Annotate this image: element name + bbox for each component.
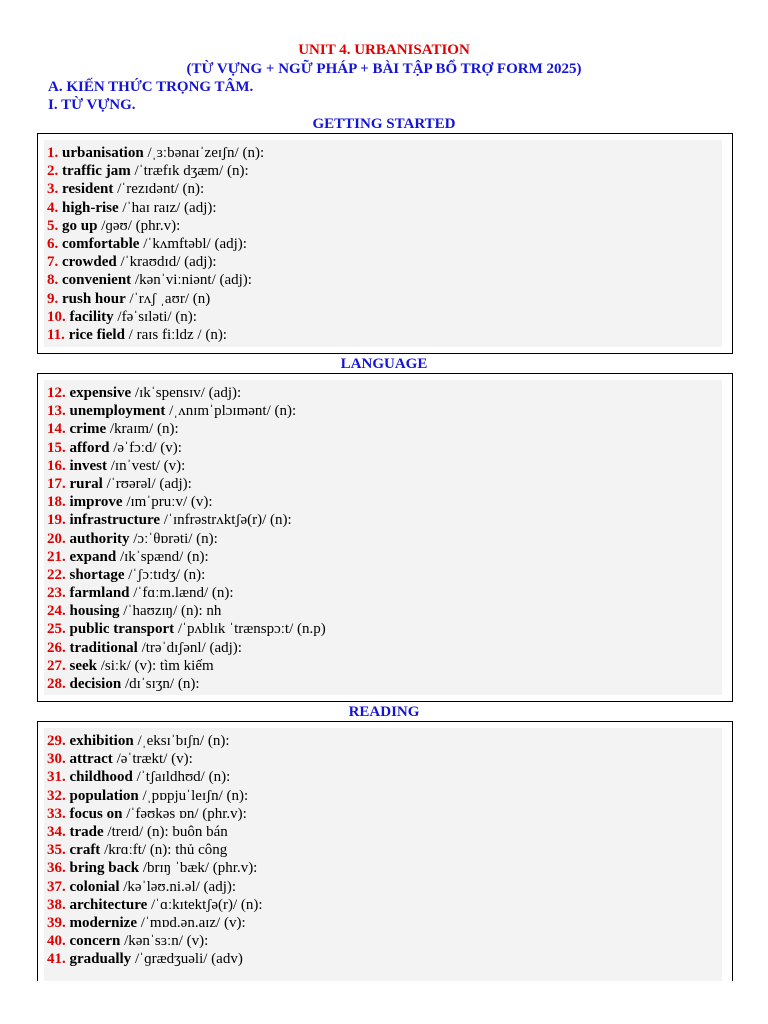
vocab-item-detail: /ˈkʌmftəbl/ (adj): (139, 235, 247, 252)
vocab-item-detail: /ɪnˈvest/ (v): (107, 457, 186, 474)
vocab-item-detail: /kəˈləʊ.ni.əl/ (adj): (119, 878, 237, 895)
vocab-item-number: 39. (47, 914, 66, 931)
vocab-item-detail: /ˈɑːkɪtektʃə(r)/ (n): (147, 896, 263, 913)
vocab-item (47, 235, 264, 253)
vocab-item-word: rural (69, 475, 103, 492)
vocab-item-number: 27. (47, 657, 66, 674)
document-subtitle: (TỪ VỰNG + NGỮ PHÁP + BÀI TẬP BỔ TRỢ FORM 2025) (186, 61, 582, 77)
vocab-item (47, 199, 264, 217)
vocab-item-detail: /ˈhaɪ raɪz/ (adj): (118, 199, 217, 216)
vocab-item-word: afford (69, 439, 110, 456)
vocab-list-getting-started (47, 144, 264, 344)
vocab-item-word: traditional (69, 639, 138, 656)
vocab-item-word: craft (69, 842, 101, 859)
vocab-item-word: unemployment (69, 403, 166, 420)
vocab-item-number: 38. (47, 896, 66, 913)
vocab-item-word: comfortable (62, 235, 140, 252)
vocab-item-word: go up (62, 217, 98, 234)
vocab-item (47, 950, 263, 968)
vocab-item (47, 530, 326, 548)
vocab-item-word: rush hour (62, 290, 126, 307)
vocab-item-detail: /ˈmɒd.ən.aɪz/ (v): (136, 914, 246, 931)
vocab-item-number: 29. (47, 733, 66, 749)
vocab-item-word: public transport (69, 621, 175, 638)
vocab-item-detail: /treɪd/ (n): buôn bán (103, 823, 228, 840)
vocab-item-detail: /ˈɪnfrəstrʌktʃə(r)/ (n): (160, 512, 292, 529)
vocab-item-detail: /dɪˈsɪʒn/ (n): (121, 676, 200, 692)
vocab-item (47, 878, 263, 896)
vocab-item-word: population (69, 787, 139, 804)
vocab-item-number: 1. (47, 145, 59, 161)
vocab-item (47, 768, 263, 786)
vocab-item-detail: /kənˈsɜːn/ (v): (120, 933, 209, 950)
vocab-item-number: 7. (47, 254, 59, 271)
vocab-item-number: 36. (47, 860, 66, 877)
vocab-item (47, 657, 326, 675)
vocab-item (47, 566, 326, 584)
vocab-item (47, 750, 263, 768)
vocab-item-detail: /ˈrʊərəl/ (adj): (102, 475, 192, 492)
vocab-item-number: 8. (47, 272, 59, 289)
vocab-item-number: 33. (47, 805, 66, 822)
vocab-item-number: 2. (47, 163, 59, 180)
vocab-item (47, 932, 263, 950)
vocab-item (47, 639, 326, 657)
vocab-item-detail: /fəˈsɪləti/ (n): (113, 308, 197, 325)
vocab-item-number: 9. (47, 290, 59, 307)
vocab-item (47, 805, 263, 823)
vocab-item-number: 22. (47, 566, 66, 583)
vocab-box-language (37, 373, 733, 702)
vocab-item-word: childhood (69, 769, 133, 786)
vocab-item-number: 37. (47, 878, 66, 895)
vocab-item-detail: /ˌpɒpjuˈleɪʃn/ (n): (138, 787, 249, 804)
vocab-item-word: facility (69, 308, 114, 325)
vocab-item-word: crowded (62, 254, 117, 271)
vocab-item-detail: /əˈfɔːd/ (v): (109, 439, 182, 456)
vocab-item-detail: /ˈhaʊzɪŋ/ (n): nh (119, 603, 222, 620)
vocab-item-number: 4. (47, 199, 59, 216)
vocab-item-detail: /kənˈviːniənt/ (adj): (131, 272, 252, 289)
vocab-item-number: 25. (47, 621, 66, 638)
vocab-item (47, 584, 326, 602)
vocab-item (47, 290, 264, 308)
vocab-item (47, 420, 326, 438)
vocab-item-word: resident (62, 181, 114, 198)
vocab-box-getting-started (37, 133, 733, 354)
vocab-item (47, 475, 326, 493)
vocab-item (47, 732, 263, 750)
vocab-item-number: 6. (47, 235, 59, 252)
vocab-item-detail: /ˌɜːbənaɪˈzeɪʃn/ (n): (143, 145, 265, 161)
section-title-reading: READING (348, 704, 420, 720)
vocab-item (47, 859, 263, 877)
vocab-item-word: colonial (69, 878, 120, 895)
vocab-item-number: 5. (47, 217, 59, 234)
vocab-item-word: authority (69, 530, 130, 547)
vocab-item-number: 28. (47, 676, 66, 692)
vocab-item-number: 24. (47, 603, 66, 620)
vocab-item (47, 308, 264, 326)
vocab-item (47, 457, 326, 475)
vocab-item-word: urbanisation (62, 145, 144, 161)
vocab-item (47, 144, 264, 162)
vocab-item (47, 271, 264, 289)
unit-title: UNIT 4. URBANISATION (298, 42, 470, 58)
vocab-item-number: 26. (47, 639, 66, 656)
vocab-item-number: 32. (47, 787, 66, 804)
vocab-item-word: expand (69, 548, 117, 565)
vocab-item-number: 19. (47, 512, 66, 529)
section-title-getting-started: GETTING STARTED (312, 116, 456, 132)
vocab-item (47, 511, 326, 529)
vocab-item-number: 18. (47, 494, 66, 511)
vocab-item-detail: / raɪs fiːldz / (n): (124, 326, 227, 343)
vocab-item (47, 253, 264, 271)
vocab-item-detail: /brɪŋ ˈbæk/ (phr.v): (139, 860, 258, 877)
vocab-item-number: 17. (47, 475, 66, 492)
vocab-item (47, 162, 264, 180)
vocab-item-number: 12. (47, 385, 66, 401)
section-title-language: LANGUAGE (340, 356, 428, 372)
vocab-item-word: farmland (69, 585, 130, 602)
vocab-item (47, 787, 263, 805)
vocab-item-word: decision (69, 676, 122, 692)
vocab-item-word: focus on (69, 805, 123, 822)
vocab-item-word: rice field (68, 326, 125, 343)
vocab-item-detail: /ɔːˈθɒrəti/ (n): (129, 530, 218, 547)
vocab-item-word: invest (69, 457, 107, 474)
vocab-item-detail: /ˈɡrædʒuəli/ (adv) (131, 951, 243, 968)
vocab-item (47, 439, 326, 457)
vocab-item-word: shortage (69, 566, 125, 583)
vocab-item-detail: /ˈrʌʃ ˌaʊr/ (n) (125, 290, 211, 307)
vocab-item-detail: /kraɪm/ (n): (106, 421, 179, 438)
vocab-item-number: 16. (47, 457, 66, 474)
vocab-item-number: 13. (47, 403, 66, 420)
vocab-item-number: 40. (47, 933, 66, 950)
vocab-item-number: 34. (47, 823, 66, 840)
vocab-item (47, 841, 263, 859)
vocab-item-detail: /ˌʌnɪmˈplɔɪmənt/ (n): (165, 403, 297, 420)
vocab-item-number: 41. (47, 951, 66, 968)
vocab-item (47, 180, 264, 198)
vocab-item-detail: /ˈkraʊdɪd/ (adj): (116, 254, 217, 271)
vocab-item-detail: /siːk/ (v): tìm kiếm (97, 657, 214, 674)
vocab-item (47, 896, 263, 914)
vocab-item (47, 217, 264, 235)
vocab-list-reading (47, 732, 263, 968)
vocab-item-number: 10. (47, 308, 66, 325)
vocab-item (47, 620, 326, 638)
vocab-item (47, 493, 326, 511)
vocab-item-detail: /ˈfəʊkəs ɒn/ (phr.v): (122, 805, 247, 822)
vocab-item-word: trade (69, 823, 104, 840)
vocab-item-detail: /ˈʃɔːtɪdʒ/ (n): (124, 566, 206, 583)
vocab-list-language (47, 384, 326, 693)
vocab-item-detail: /ɡəʊ/ (phr.v): (97, 217, 181, 234)
vocab-item-number: 15. (47, 439, 66, 456)
vocab-item-word: crime (69, 421, 107, 438)
vocab-item-word: housing (69, 603, 120, 620)
section-i-heading: I. TỪ VỰNG. (48, 97, 136, 113)
vocab-item-number: 31. (47, 769, 66, 786)
vocab-item-word: architecture (69, 896, 148, 913)
vocab-item-detail: /ˈpʌblɪk ˈtrænspɔːt/ (n.p) (174, 621, 326, 638)
vocab-item-detail: /ˈtʃaɪldhʊd/ (n): (132, 769, 231, 786)
vocab-item-detail: /ɪkˈspensɪv/ (adj): (131, 385, 242, 401)
vocab-item (47, 914, 263, 932)
vocab-item-detail: /ˈfɑːm.lænd/ (n): (129, 585, 234, 602)
vocab-item (47, 602, 326, 620)
vocab-item-detail: /ˌeksɪˈbɪʃn/ (n): (133, 733, 230, 749)
vocab-item-number: 11. (47, 326, 65, 343)
vocab-item-detail: /trəˈdɪʃənl/ (adj): (137, 639, 242, 656)
vocab-item-word: traffic jam (62, 163, 131, 180)
vocab-item-word: improve (69, 494, 123, 511)
vocab-item-word: seek (69, 657, 97, 674)
vocab-item-word: bring back (69, 860, 140, 877)
vocab-item (47, 823, 263, 841)
vocab-item-word: modernize (69, 914, 137, 931)
vocab-item-detail: /ɪmˈpruːv/ (v): (122, 494, 213, 511)
vocab-item-number: 21. (47, 548, 66, 565)
vocab-item-number: 3. (47, 181, 59, 198)
vocab-box-reading (37, 721, 733, 981)
vocab-item-detail: /ˈrezɪdənt/ (n): (113, 181, 205, 198)
vocab-item (47, 548, 326, 566)
vocab-item-number: 23. (47, 585, 66, 602)
section-a-heading: A. KIẾN THỨC TRỌNG TÂM. (48, 79, 254, 95)
vocab-item (47, 675, 326, 693)
vocab-item-detail: /ɪkˈspænd/ (n): (116, 548, 209, 565)
vocab-item-word: high-rise (62, 199, 119, 216)
vocab-item (47, 402, 326, 420)
vocab-item-word: attract (69, 751, 113, 768)
vocab-item-word: exhibition (69, 733, 134, 749)
vocab-item-number: 30. (47, 751, 66, 768)
vocab-item-number: 35. (47, 842, 66, 859)
vocab-item-detail: /əˈtrækt/ (v): (112, 751, 193, 768)
vocab-item-number: 14. (47, 421, 66, 438)
vocab-item-word: infrastructure (69, 512, 161, 529)
vocab-item-number: 20. (47, 530, 66, 547)
vocab-item-word: expensive (69, 385, 132, 401)
vocab-item-word: convenient (62, 272, 132, 289)
vocab-item-detail: /krɑːft/ (n): thủ công (100, 842, 228, 859)
vocab-item-word: gradually (69, 951, 132, 968)
vocab-item-word: concern (69, 933, 121, 950)
vocab-item (47, 384, 326, 402)
vocab-item (47, 326, 264, 344)
vocab-item-detail: /ˈtræfɪk dʒæm/ (n): (130, 163, 249, 180)
